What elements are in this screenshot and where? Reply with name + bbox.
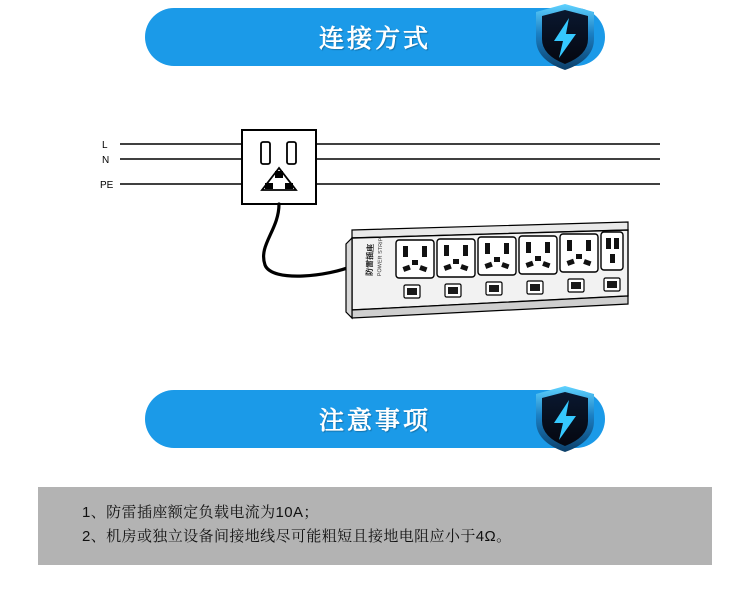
svg-text:POWER STRIP: POWER STRIP xyxy=(376,237,385,277)
lightning-shield-icon xyxy=(534,385,596,453)
svg-text:L: L xyxy=(102,140,108,151)
note-line-1: 1、防雷插座额定负载电流为10A； xyxy=(82,504,319,521)
section-title-notice: 注意事项 xyxy=(318,407,431,435)
wiring-diagram xyxy=(0,80,750,380)
section-title-connection: 连接方式 xyxy=(318,25,431,53)
svg-text:N: N xyxy=(102,155,110,166)
lightning-shield-icon xyxy=(534,3,596,71)
notes-panel xyxy=(38,487,712,565)
note-line-2: 2、机房或独立设备间接地线尽可能粗短且接地电阻应小于4Ω。 xyxy=(82,528,512,545)
svg-text:防雷插座: 防雷插座 xyxy=(365,243,376,277)
svg-text:PE: PE xyxy=(100,180,114,191)
